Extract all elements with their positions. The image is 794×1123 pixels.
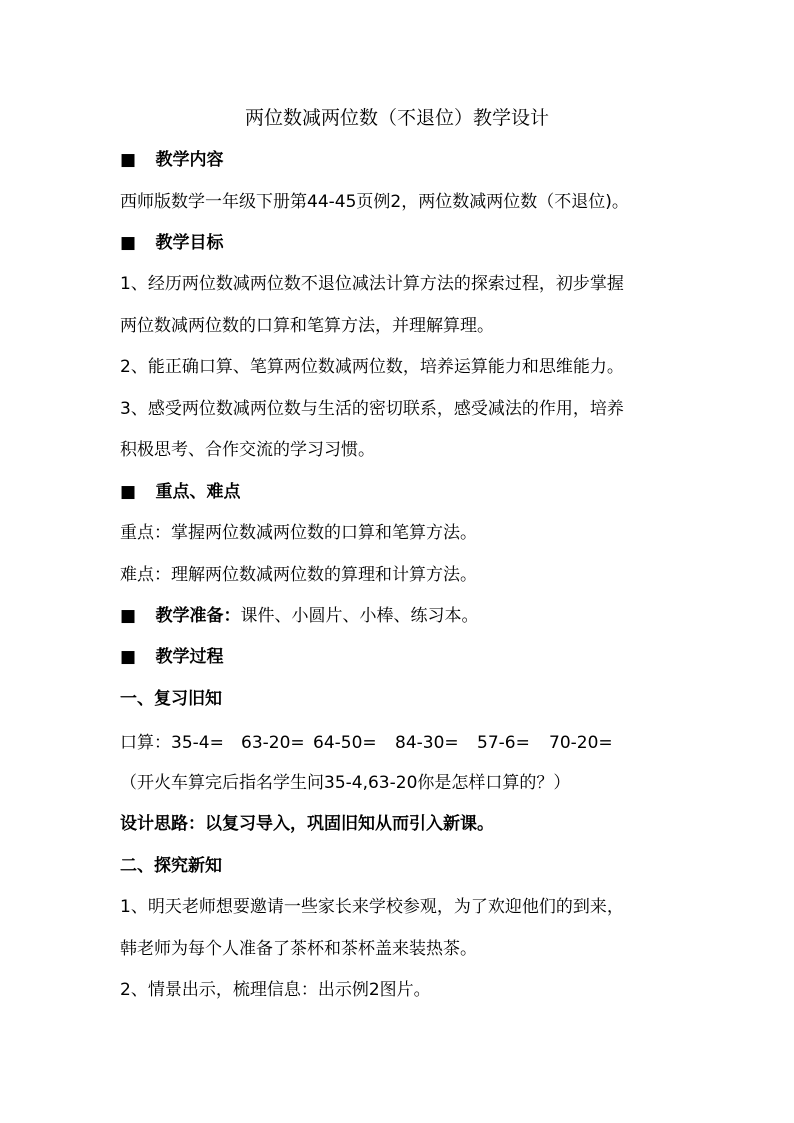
explore-1-line-2: 韩老师为每个人准备了茶杯和茶杯盖来装热茶。 [120, 939, 477, 959]
heading-text: 教学过程 [155, 647, 224, 667]
heading-review: 一、复习旧知 [120, 689, 222, 709]
goal-1-line-2: 两位数减两位数的口算和笔算方法，并理解算理。 [120, 316, 494, 336]
calc-item: 35-4= [171, 733, 224, 753]
bullet-square-icon: ■ [120, 482, 137, 502]
bullet-square-icon: ■ [120, 647, 137, 667]
calc-item: 70-20= [549, 733, 613, 753]
calc-item: 63-20= [241, 733, 305, 753]
key-point: 重点：掌握两位数减两位数的口算和笔算方法。 [120, 523, 477, 543]
heading-explore: 二、探究新知 [120, 856, 222, 876]
calc-item: 84-30= [395, 733, 459, 753]
heading-text: 教学准备： [155, 606, 241, 626]
bullet-square-icon: ■ [120, 150, 137, 170]
mental-calc-row [120, 731, 613, 755]
heading-teaching-content [120, 148, 223, 172]
goal-2: 2、能正确口算、笔算两位数减两位数，培养运算能力和思维能力。 [120, 357, 624, 377]
content-text: 西师版数学一年级下册第44-45页例2，两位数减两位数（不退位)。 [120, 192, 629, 212]
difficulty: 难点：理解两位数减两位数的算理和计算方法。 [120, 565, 477, 585]
goal-3-line-1: 3、感受两位数减两位数与生活的密切联系，感受减法的作用，培养 [120, 399, 624, 419]
heading-text: 教学目标 [155, 233, 224, 253]
calc-item: 64-50= [313, 733, 377, 753]
prep-text: 课件、小圆片、小棒、练习本。 [240, 606, 479, 626]
goal-1-line-1: 1、经历两位数减两位数不退位减法计算方法的探索过程，初步掌握 [120, 274, 624, 294]
goal-3-line-2: 积极思考、合作交流的学习习惯。 [120, 440, 375, 460]
explore-1-line-1: 1、明天老师想要邀请一些家长来学校参观，为了欢迎他们的到来， [120, 897, 624, 917]
document-title: 两位数减两位数（不退位）教学设计 [244, 107, 549, 129]
heading-teaching-process [120, 645, 223, 669]
bullet-square-icon: ■ [120, 606, 137, 626]
heading-text: 教学内容 [155, 150, 224, 170]
review-note: （开火车算完后指名学生问35-4,63-20你是怎样口算的？） [120, 773, 571, 793]
calc-label: 口算： [120, 733, 171, 753]
bullet-square-icon: ■ [120, 233, 137, 253]
heading-text: 重点、难点 [155, 482, 241, 502]
heading-teaching-prep [120, 604, 478, 628]
explore-2: 2、情景出示，梳理信息：出示例2图片。 [120, 980, 431, 1000]
design-idea: 设计思路：以复习导入，巩固旧知从而引入新课。 [120, 814, 494, 834]
heading-key-points [120, 480, 240, 504]
heading-teaching-goals [120, 231, 223, 255]
calc-item: 57-6= [477, 733, 530, 753]
